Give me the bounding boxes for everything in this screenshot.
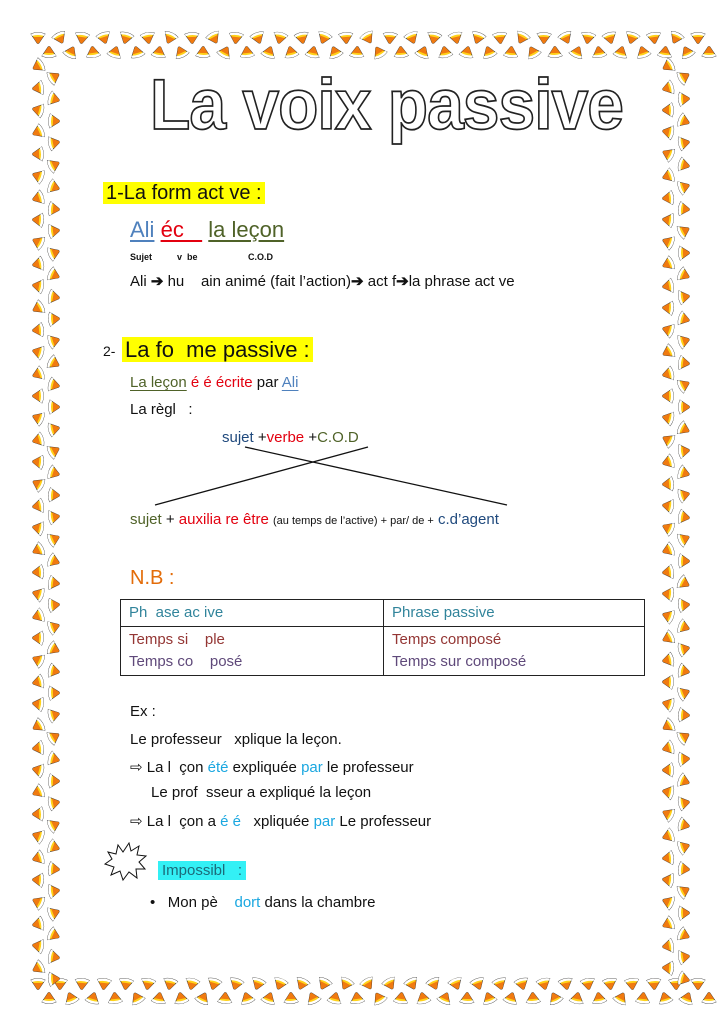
tense-table [120, 599, 645, 676]
ex2-b: été [207, 759, 229, 776]
arrow-icon: ➔ [150, 273, 164, 290]
ex-par: par [256, 374, 279, 391]
sentence-verb: éc [160, 217, 203, 242]
arrow-right-icon: ⇨ [130, 759, 143, 776]
expl-a: Ali [130, 273, 147, 290]
ex4-c: xpliquée [241, 813, 310, 830]
formula-subject: sujet [222, 429, 254, 446]
expl-d: la phrase act ve [408, 273, 515, 290]
ex-verb: é é écrite [190, 374, 253, 391]
cell: Temps co posé [129, 653, 243, 670]
formula-plus: + [308, 429, 318, 446]
pf-agent: c.d’agent [438, 511, 499, 528]
cell: Temps si ple [129, 631, 225, 648]
bullet-c: dans la chambre [264, 894, 376, 911]
bullet-a: Mon pè [167, 894, 235, 911]
header-passive: Phrase passive [384, 600, 645, 627]
formula-object: C.O.D [317, 429, 359, 446]
impossible-bullet [150, 894, 375, 911]
rule-label: La règl : [130, 401, 193, 418]
ex-object: La leçon [130, 374, 187, 391]
ex2-d: par [301, 759, 323, 776]
ex2-a: La l çon [146, 759, 204, 776]
passive-formula [130, 511, 499, 528]
page-title: La voix passive [150, 64, 623, 144]
impossible-text: Impossibl : [158, 861, 246, 880]
bullet-b: dort [234, 894, 261, 911]
arrow-icon: ➔ [351, 273, 364, 290]
cell: Temps composé [392, 631, 502, 648]
cross-line [245, 447, 507, 505]
explosion-icon [104, 842, 148, 882]
ex4-d: par [313, 813, 336, 830]
label-subject: Sujet [130, 252, 153, 262]
example-line2 [130, 758, 414, 776]
label-verb: v be [177, 252, 198, 262]
ex2-c: expliquée [232, 759, 297, 776]
formula-plus: + [257, 429, 267, 446]
cross-line [155, 447, 368, 505]
example-line3: Le prof sseur a expliqué la leçon [151, 784, 372, 801]
pf-subject: sujet [130, 511, 162, 528]
pf-plus: + [165, 511, 175, 528]
label-object: C.O.D [248, 252, 274, 262]
section2-number: 2- [103, 343, 116, 359]
expl-b: hu ain animé (fait l’action) [167, 273, 352, 290]
cell: Temps sur composé [392, 653, 527, 670]
expl-c: act f [367, 273, 397, 290]
arrow-right-icon: ⇨ [130, 813, 143, 830]
examples-label: Ex : [130, 703, 156, 720]
sentence-subject: Ali [130, 217, 155, 242]
header-active: Ph ase ac ive [121, 600, 384, 627]
impossible-label [158, 862, 246, 879]
section1-heading-text: 1-La form act ve : [103, 182, 265, 204]
ex4-a: La l çon a [146, 813, 216, 830]
section2-heading-text: La fo me passive : [122, 337, 313, 362]
ex-agent: Ali [281, 374, 299, 391]
ex4-e: Le professeur [339, 813, 432, 830]
pf-note: (au temps de l’active) + par/ de + [273, 515, 434, 527]
ex4-b: é é [220, 813, 241, 830]
formula-verb: verbe [266, 429, 305, 446]
sentence-object: la leçon [208, 217, 285, 242]
example-line1: Le professeur xplique la leçon. [130, 731, 342, 748]
pf-aux: auxilia re être [178, 511, 269, 528]
arrow-icon: ➔ [396, 273, 409, 290]
ex2-e: le professeur [326, 759, 414, 776]
nb-heading: N.B : [130, 567, 175, 589]
bullet-icon: • [150, 894, 156, 911]
table-row [121, 627, 645, 676]
example-line4 [130, 812, 431, 830]
table-header-row [121, 600, 645, 627]
